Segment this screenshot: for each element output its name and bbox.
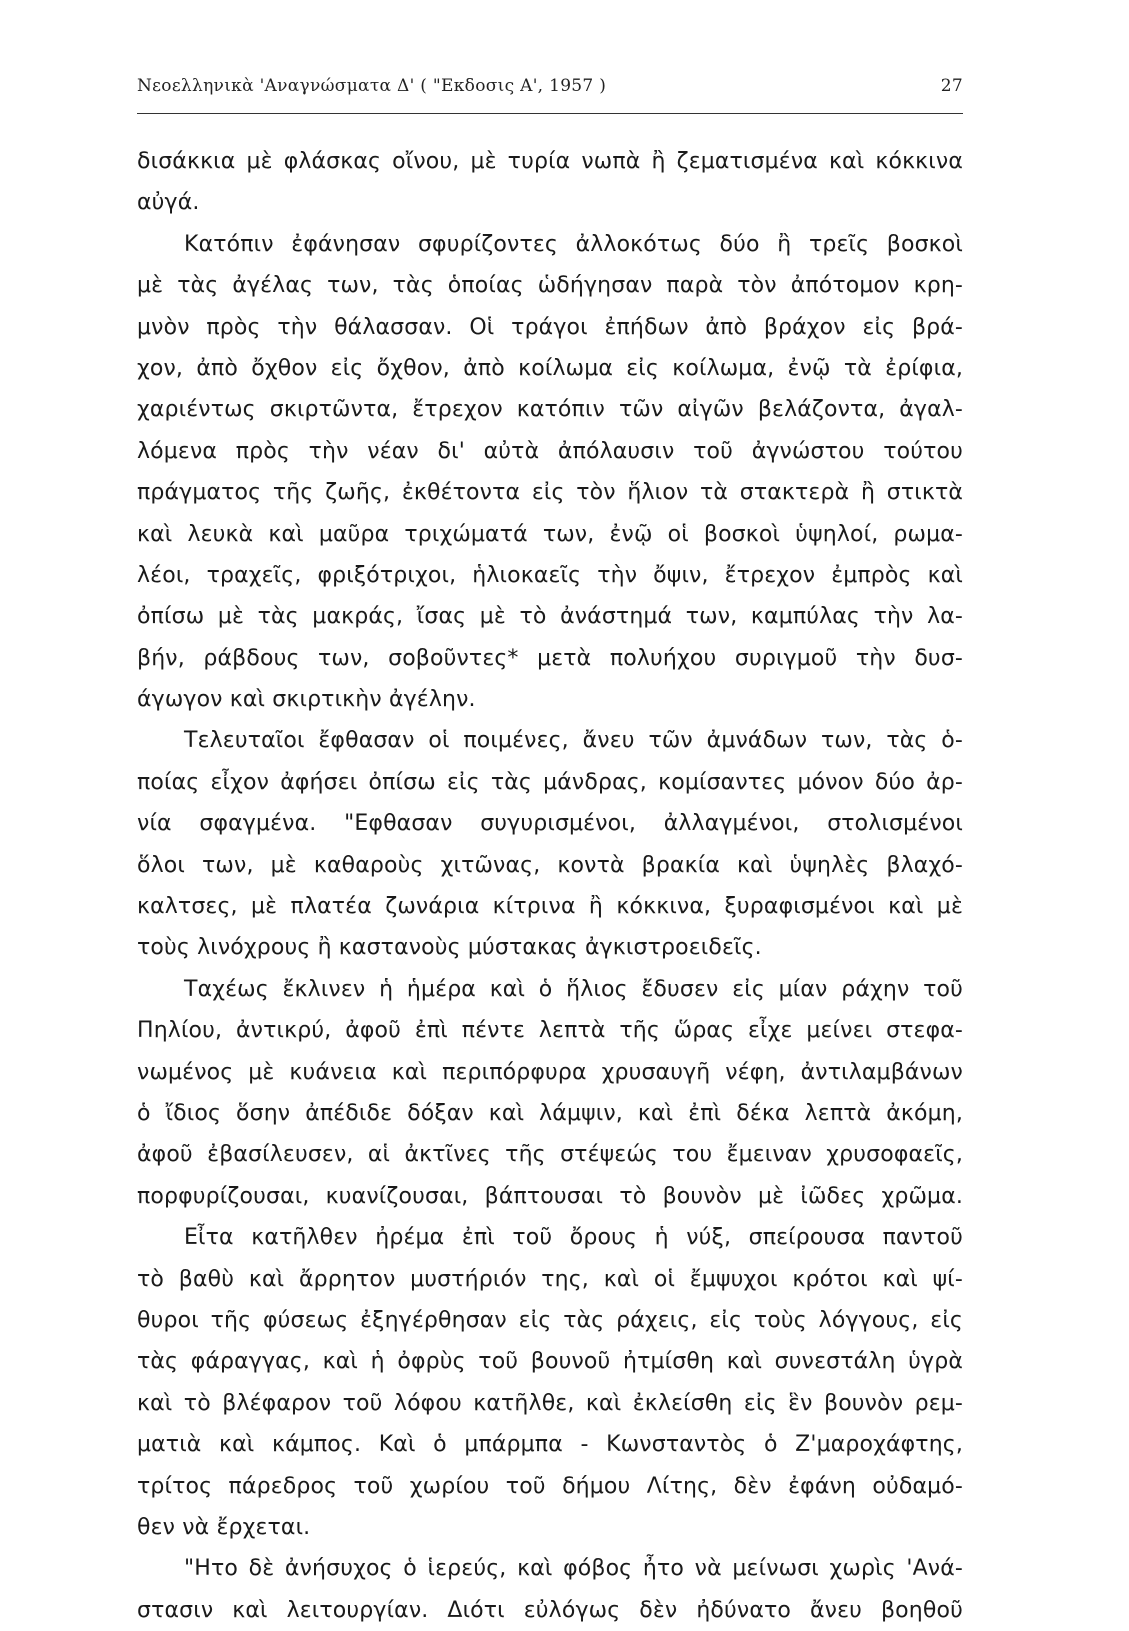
text-line: "Ητο δὲ ἀνήσυχος ὁ ἱερεύς, καὶ φόβος ἦτο νὰ μείνωσι χωρὶς 'Ανά- xyxy=(184,1556,963,1582)
text-line: Ταχέως ἔκλινεν ἡ ἡμέρα καὶ ὁ ἥλιος ἔδυσεν εἰς μίαν ράχην τοῦ xyxy=(184,976,963,1002)
text-line: θυροι τῆς φύσεως ἐξηγέρθησαν εἰς τὰς ράχεις, εἰς τοὺς λόγγους, εἰς xyxy=(137,1307,963,1333)
text-line: ὁ ἴδιος ὅσην ἀπέδιδε δόξαν καὶ λάμψιν, καὶ ἐπὶ δέκα λεπτὰ ἀκόμη, xyxy=(137,1100,963,1126)
text-line: Κατόπιν ἐφάνησαν σφυρίζοντες ἀλλοκότως δύο ἢ τρεῖς βοσκοὶ xyxy=(184,231,963,257)
text-line: χον, ἀπὸ ὄχθον εἰς ὄχθον, ἀπὸ κοίλωμα εἰς κοίλωμα, ἐνῷ τὰ ἐρίφια, xyxy=(137,355,963,381)
text-line: Εἶτα κατῆλθεν ἠρέμα ἐπὶ τοῦ ὄρους ἡ νύξ, σπείρουσα παντοῦ xyxy=(184,1225,963,1251)
text-line: τὰς φάραγγας, καὶ ἡ ὀφρὺς τοῦ βουνοῦ ἠτμίσθη καὶ συνεστάλη ὑγρὰ xyxy=(137,1349,963,1375)
text-line: χαριέντως σκιρτῶντα, ἔτρεχον κατόπιν τῶν αἰγῶν βελάζοντα, ἀγαλ- xyxy=(137,397,963,423)
text-line: βήν, ράβδους των, σοβοῦντες* μετὰ πολυήχου συριγμοῦ τὴν δυσ- xyxy=(137,645,963,671)
text-line: Πηλίου, ἀντικρύ, ἀφοῦ ἐπὶ πέντε λεπτὰ τῆς ὥρας εἶχε μείνει στεφα- xyxy=(137,1018,963,1044)
text-line: τὸ βαθὺ καὶ ἄρρητον μυστήριόν της, καὶ οἱ ἔμψυχοι κρότοι καὶ ψί- xyxy=(137,1266,963,1292)
text-line: ποίας εἶχον ἀφήσει ὀπίσω εἰς τὰς μάνδρας, κομίσαντες μόνον δύο ἀρ- xyxy=(137,769,963,795)
header-rule xyxy=(137,113,963,114)
text-line: ὀπίσω μὲ τὰς μακράς, ἴσας μὲ τὸ ἀνάστημά των, καμπύλας τὴν λα- xyxy=(137,604,963,630)
text-line: πορφυρίζουσαι, κυανίζουσαι, βάπτουσαι τὸ βουνὸν μὲ ἰῶδες χρῶμα. xyxy=(137,1183,963,1209)
text-line: καὶ τὸ βλέφαρον τοῦ λόφου κατῆλθε, καὶ ἐκλείσθη εἰς ἓν βουνὸν ρεμ- xyxy=(137,1390,963,1416)
page-number: 27 xyxy=(940,76,963,96)
running-title: Νεοελληνικὰ 'Αναγνώσματα Δ' ( "Εκδοσις Α', 1957 ) xyxy=(137,76,607,96)
text-line: λόμενα πρὸς τὴν νέαν δι' αὐτὰ ἀπόλαυσιν τοῦ ἀγνώστου τούτου xyxy=(137,438,963,464)
text-line: καλτσες, μὲ πλατέα ζωνάρια κίτρινα ἢ κόκκινα, ξυραφισμένοι καὶ μὲ xyxy=(137,894,963,920)
text-line: νία σφαγμένα. "Εφθασαν συγυρισμένοι, ἀλλαγμένοι, στολισμένοι xyxy=(137,811,963,837)
text-line: μὲ τὰς ἀγέλας των, τὰς ὁποίας ὡδήγησαν παρὰ τὸν ἀπότομον κρη- xyxy=(137,273,963,299)
text-line: Τελευταῖοι ἔφθασαν οἱ ποιμένες, ἄνευ τῶν ἀμνάδων των, τὰς ὁ- xyxy=(184,728,963,754)
text-line: ἀφοῦ ἐβασίλευσεν, αἱ ἀκτῖνες τῆς στέψεώς του ἔμειναν χρυσοφαεῖς, xyxy=(137,1142,963,1168)
text-line: ὅλοι των, μὲ καθαροὺς χιτῶνας, κοντὰ βρακία καὶ ὑψηλὲς βλαχό- xyxy=(137,852,963,878)
text-line: στασιν καὶ λειτουργίαν. Διότι εὐλόγως δὲν ἠδύνατο ἄνευ βοηθοῦ xyxy=(137,1597,963,1623)
text-line: νωμένος μὲ κυάνεια καὶ περιπόρφυρα χρυσαυγῆ νέφη, ἀντιλαμβάνων xyxy=(137,1059,963,1085)
text-line: άγωγον καὶ σκιρτικὴν ἀγέλην. xyxy=(137,687,476,713)
body-text xyxy=(137,141,963,1631)
text-line: δισάκκια μὲ φλάσκας οἴνου, μὲ τυρία νωπὰ ἢ ζεματισμένα καὶ κόκκινα xyxy=(137,149,963,174)
text-line: τοὺς λινόχρους ἢ καστανοὺς μύστακας ἀγκιστροειδεῖς. xyxy=(137,935,762,961)
text-line: πράγματος τῆς ζωῆς, ἐκθέτοντα εἰς τὸν ἥλιον τὰ στακτερὰ ἢ στικτὰ xyxy=(137,480,963,506)
text-line: μνὸν πρὸς τὴν θάλασσαν. Οἱ τράγοι ἐπήδων ἀπὸ βράχον εἰς βρά- xyxy=(137,314,963,340)
text-line: καὶ λευκὰ καὶ μαῦρα τριχώματά των, ἐνῷ οἱ βοσκοὶ ὑψηλοί, ρωμα- xyxy=(137,521,963,547)
text-line: ματιὰ καὶ κάμπος. Καὶ ὁ μπάρμπα - Κωνσταντὸς ὁ Ζ'μαροχάφτης, xyxy=(137,1432,963,1458)
text-line: τρίτος πάρεδρος τοῦ χωρίου τοῦ δήμου Λίτης, δὲν ἐφάνη οὐδαμό- xyxy=(137,1473,963,1499)
text-line: θεν νὰ ἔρχεται. xyxy=(137,1514,311,1540)
running-header xyxy=(137,76,963,104)
text-line: λέοι, τραχεῖς, φριξότριχοι, ἡλιοκαεῖς τὴν ὄψιν, ἔτρεχον ἐμπρὸς καὶ xyxy=(137,562,963,588)
text-line: αὐγά. xyxy=(137,190,200,216)
